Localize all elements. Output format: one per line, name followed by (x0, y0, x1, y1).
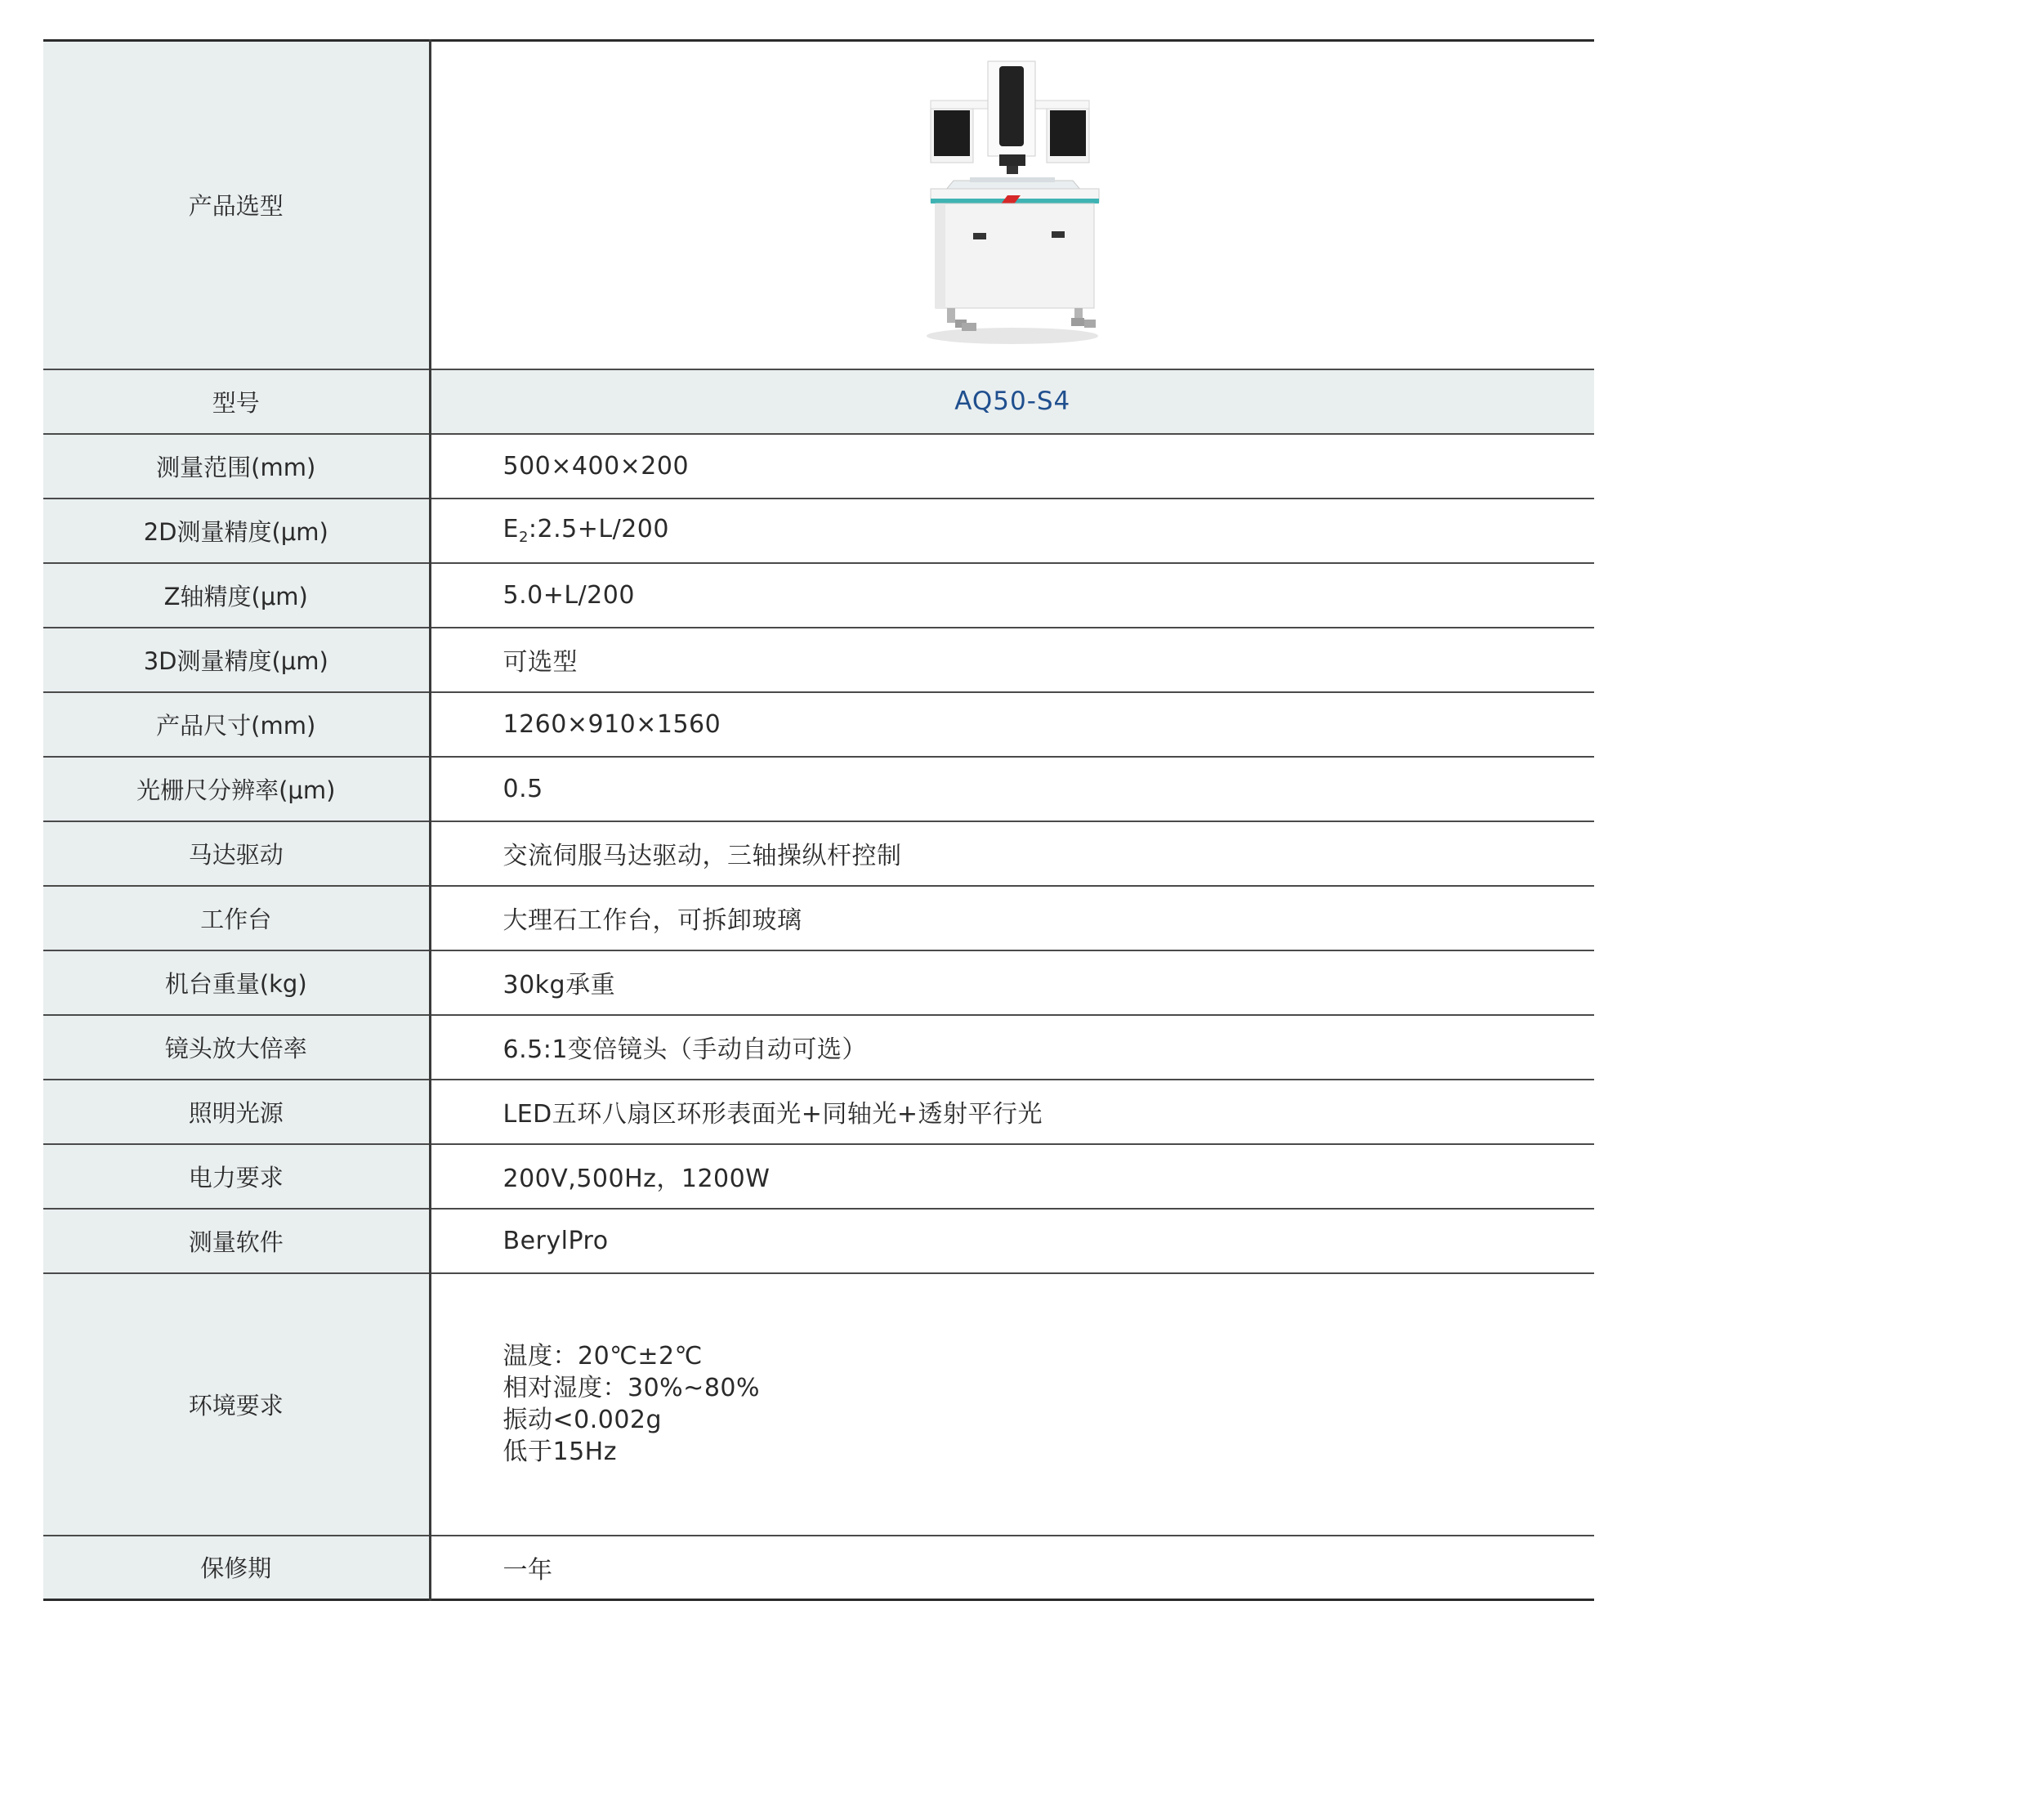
row-value: 0.5 (503, 774, 543, 803)
table-row-environment (43, 1273, 1594, 1536)
row-label: 电力要求 (43, 1144, 430, 1209)
row-label: 测量软件 (43, 1209, 430, 1273)
model-value: AQ50-S4 (430, 369, 1594, 434)
row-value: BerylPro (503, 1226, 609, 1255)
value-prefix: E (503, 515, 519, 543)
table-row (43, 1536, 1594, 1600)
row-label: 产品尺寸(mm) (43, 692, 430, 757)
row-value: 1260×910×1560 (503, 709, 721, 739)
environment-line: 相对湿度：30%~80% (503, 1374, 760, 1402)
environment-line: 低于15Hz (503, 1438, 617, 1466)
table-row (43, 434, 1594, 499)
table-row (43, 499, 1594, 563)
table-row-model (43, 369, 1594, 434)
row-value: 可选型 (503, 648, 578, 677)
row-value: LED五环八扇区环形表面光+同轴光+透射平行光 (503, 1100, 1043, 1129)
table-row (43, 692, 1594, 757)
row-label: 照明光源 (43, 1080, 430, 1144)
product-image-cell (430, 41, 1594, 369)
environment-line: 温度：20℃±2℃ (503, 1342, 703, 1371)
product-image (906, 58, 1119, 352)
row-label: Z轴精度(μm) (43, 563, 430, 628)
table-row (43, 628, 1594, 692)
row-label: 2D测量精度(μm) (43, 499, 430, 563)
spec-table (43, 39, 1594, 1601)
row-value: 30kg承重 (503, 971, 616, 999)
value-suffix: :2.5+L/200 (528, 515, 669, 543)
row-value: 500×400×200 (503, 451, 690, 481)
table-row (43, 757, 1594, 821)
row-value (430, 499, 1594, 563)
row-label: 镜头放大倍率 (43, 1015, 430, 1080)
table-row (43, 886, 1594, 950)
table-row (43, 821, 1594, 886)
value-subscript: 2 (518, 529, 529, 546)
row-label: 3D测量精度(μm) (43, 628, 430, 692)
table-row (43, 1080, 1594, 1144)
table-row (43, 1209, 1594, 1273)
row-value: 一年 (503, 1555, 553, 1585)
row-label: 保修期 (43, 1536, 430, 1600)
row-label: 马达驱动 (43, 821, 430, 886)
table-row (43, 1144, 1594, 1209)
table-row (43, 950, 1594, 1015)
table-row (43, 563, 1594, 628)
row-label: 测量范围(mm) (43, 434, 430, 499)
table-row (43, 1015, 1594, 1080)
row-label: 工作台 (43, 886, 430, 950)
environment-line: 振动<0.002g (503, 1406, 663, 1434)
table-row-product-selection (43, 41, 1594, 369)
row-label: 产品选型 (43, 41, 430, 369)
row-value: 5.0+L/200 (503, 580, 635, 610)
row-label: 光栅尺分辨率(μm) (43, 757, 430, 821)
row-value: 大理石工作台，可拆卸玻璃 (503, 906, 802, 935)
row-label: 环境要求 (43, 1273, 430, 1536)
row-label: 机台重量(kg) (43, 950, 430, 1015)
row-value: 交流伺服马达驱动，三轴操纵杆控制 (503, 842, 902, 870)
row-value: 6.5:1变倍镜头（手动自动可选） (503, 1035, 867, 1064)
row-value: 200V,500Hz，1200W (503, 1165, 771, 1193)
environment-values (430, 1273, 1594, 1536)
row-label: 型号 (43, 369, 430, 434)
